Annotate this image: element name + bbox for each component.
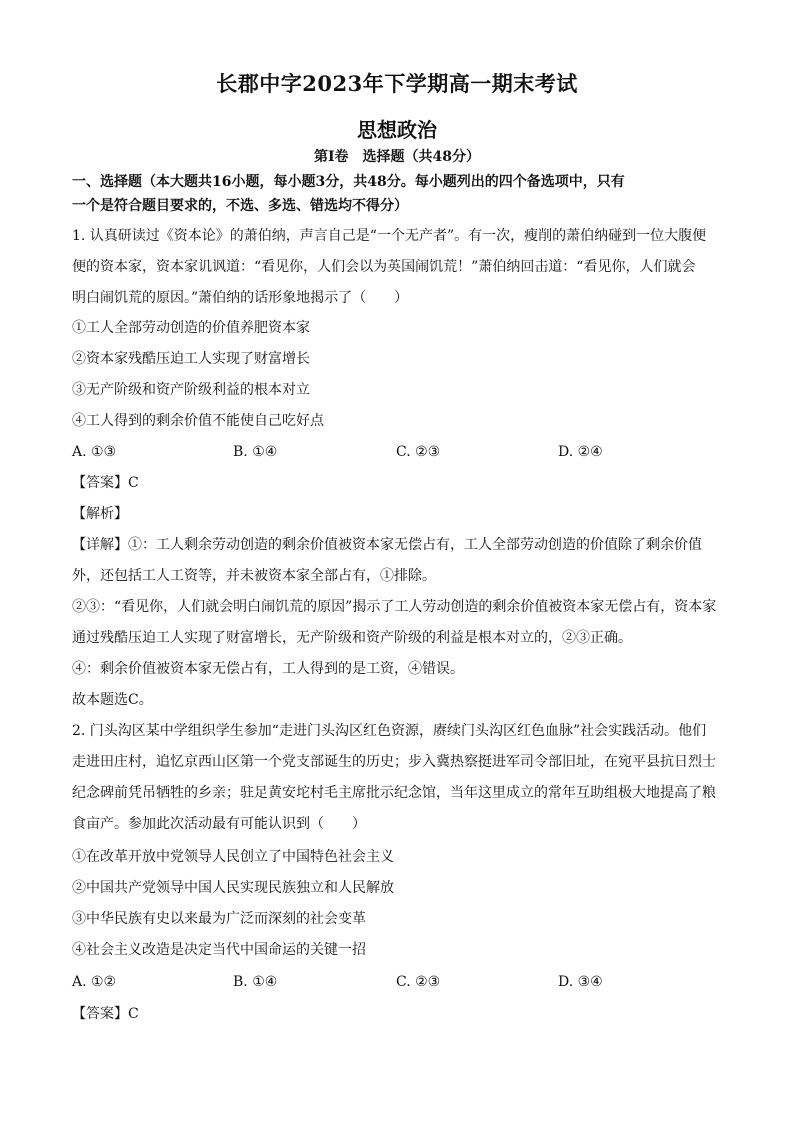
q1-detail-line-2: 外，还包括工人工资等，并未被资本家全部占有，①排除。 (72, 568, 436, 584)
q2-statement-3: ③中华民族有史以来最为广泛而深刻的社会变革 (72, 911, 366, 927)
q2-stem-line-3: 纪念碑前凭吊牺牲的乡亲；驻足黄安坨村毛主席批示纪念馆，当年这里成立的常年互助组极大地提高了粮 (72, 785, 716, 801)
q1-statement-1: ①工人全部劳动创造的价值养肥资本家 (72, 320, 310, 336)
q2-answer: 【答案】C (72, 1006, 139, 1022)
q1-detail-line-3: ②③：“看见你，人们就会明白闹饥荒的原因”揭示了工人劳动创造的剩余价值被资本家无偿占有，资本家 (72, 599, 717, 615)
part-title: 第Ⅰ卷 选择题（共48分） (313, 149, 481, 165)
q1-option-a: A. ①③ (72, 444, 117, 460)
q1-option-b: B. ①④ (233, 444, 278, 460)
q2-statement-4: ④社会主义改造是决定当代中国命运的关键一招 (72, 942, 366, 958)
q1-detail-line-5: ④：剩余价值被资本家无偿占有，工人得到的是工资，④错误。 (72, 661, 464, 677)
q1-detail-line-6: 故本题选C。 (72, 692, 153, 708)
section-heading-line-1: 一、选择题（本大题共16小题，每小题3分，共48分。每小题列出的四个备选项中，只有 (72, 174, 625, 190)
subject-title: 思想政治 (357, 118, 437, 142)
q2-option-c: C. ②③ (396, 974, 441, 990)
q2-statement-1: ①在改革开放中党领导人民创立了中国特色社会主义 (72, 849, 394, 865)
q1-stem-line-2: 便的资本家，资本家讥讽道：“看见你，人们会以为英国闹饥荒！”萧伯纳回击道：“看见你，人们就会 (72, 259, 696, 275)
q1-option-d: D. ②④ (558, 444, 603, 460)
q2-stem-line-4: 食亩产。参加此次活动最有可能认识到（ ） (72, 816, 366, 832)
q1-statement-3: ③无产阶级和资产阶级利益的根本对立 (72, 382, 310, 398)
q1-answer: 【答案】C (72, 475, 139, 491)
q1-statement-2: ②资本家残酷压迫工人实现了财富增长 (72, 351, 310, 367)
q1-stem-line-1: 1. 认真研读过《资本论》的萧伯纳，声言自己是“一个无产者”。有一次，瘦削的萧伯纳碰到一位大腹便 (72, 228, 707, 244)
q2-option-d: D. ③④ (558, 974, 603, 990)
section-heading-line-2: 一个是符合题目要求的，不选、多选、错选均不得分） (72, 198, 408, 214)
q2-stem-line-2: 走进田庄村，追忆京西山区第一个党支部诞生的历史；步入冀热察挺进军司令部旧址，在宛平县抗日烈士 (72, 754, 716, 770)
q1-detail-line-1: 【详解】①：工人剩余劳动创造的剩余价值被资本家无偿占有，工人全部劳动创造的价值除了剩余价值 (72, 537, 702, 553)
q2-option-b: B. ①④ (233, 974, 278, 990)
q2-option-a: A. ①② (72, 974, 117, 990)
q1-analysis-label: 【解析】 (72, 506, 128, 522)
q1-option-c: C. ②③ (396, 444, 441, 460)
q2-statement-2: ②中国共产党领导中国人民实现民族独立和人民解放 (72, 880, 394, 896)
q1-statement-4: ④工人得到的剩余价值不能使自己吃好点 (72, 413, 324, 429)
exam-title: 长郡中字2023年下学期高一期末考试 (216, 71, 578, 96)
q1-stem-line-3: 明白闹饥荒的原因。”萧伯纳的话形象地揭示了（ ） (72, 290, 409, 306)
q1-detail-line-4: 通过残酷压迫工人实现了财富增长，无产阶级和资产阶级的利益是根本对立的，②③正确。 (72, 630, 632, 646)
q2-stem-line-1: 2. 门头沟区某中学组织学生参加“走进门头沟区红色资源，赓续门头沟区红色血脉”社会实践活动。他们 (72, 723, 707, 739)
